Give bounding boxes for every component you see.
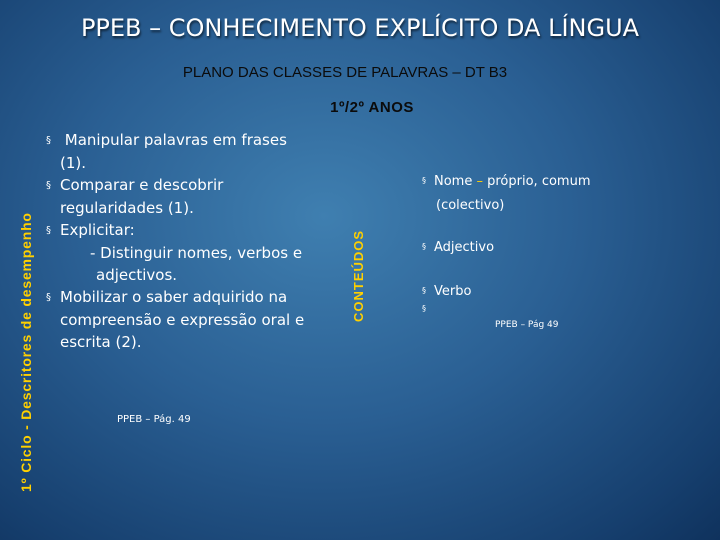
list-item-continuation: (1). <box>60 154 87 172</box>
list-item: § Mobilizar o saber adquirido na <box>46 286 346 309</box>
bullet-icon: § <box>46 292 51 303</box>
list-item-empty <box>422 302 434 317</box>
descriptors-side-label: 1º Ciclo - Descritores de desempenho <box>18 212 34 492</box>
list-item-adjectivo: § Adjectivo <box>422 240 495 255</box>
bullet-icon: § <box>422 242 426 251</box>
list-item-continuation: compreensão e expressão oral e <box>60 311 305 329</box>
list-item-continuation: escrita (2). <box>60 333 142 351</box>
years-heading: 1º/2º ANOS <box>330 99 414 116</box>
sub-item-continuation: adjectivos. <box>96 266 178 284</box>
page-title: PPEB – CONHECIMENTO EXPLÍCITO DA LÍNGUA <box>80 14 640 42</box>
list-item-nome-continuation: (colectivo) <box>436 198 505 213</box>
list-item-continuation: regularidades (1). <box>60 199 194 217</box>
contents-side-label: CONTEÚDOS <box>351 229 366 322</box>
list-item-nome: § Nome – próprio, comum <box>422 174 591 189</box>
sub-item: - Distinguir nomes, verbos e <box>90 244 303 262</box>
bullet-icon: § <box>46 180 51 191</box>
bullet-icon: § <box>46 225 51 236</box>
bullet-icon: § <box>422 304 426 313</box>
list-item: § Explicitar: <box>46 219 346 242</box>
list-item: § Manipular palavras em frases <box>46 129 346 152</box>
list-item: § Comparar e descobrir <box>46 174 346 197</box>
bullet-icon: § <box>422 286 426 295</box>
page-subtitle: PLANO DAS CLASSES DE PALAVRAS – DT B3 <box>182 64 508 81</box>
list-item-verbo: § Verbo <box>422 284 472 299</box>
bullet-icon: § <box>422 176 426 185</box>
descriptors-list <box>46 129 346 353</box>
bullet-icon: § <box>46 135 51 146</box>
reference-right: PPEB – Pág 49 <box>495 320 559 330</box>
reference-left: PPEB – Pág. 49 <box>117 414 191 425</box>
